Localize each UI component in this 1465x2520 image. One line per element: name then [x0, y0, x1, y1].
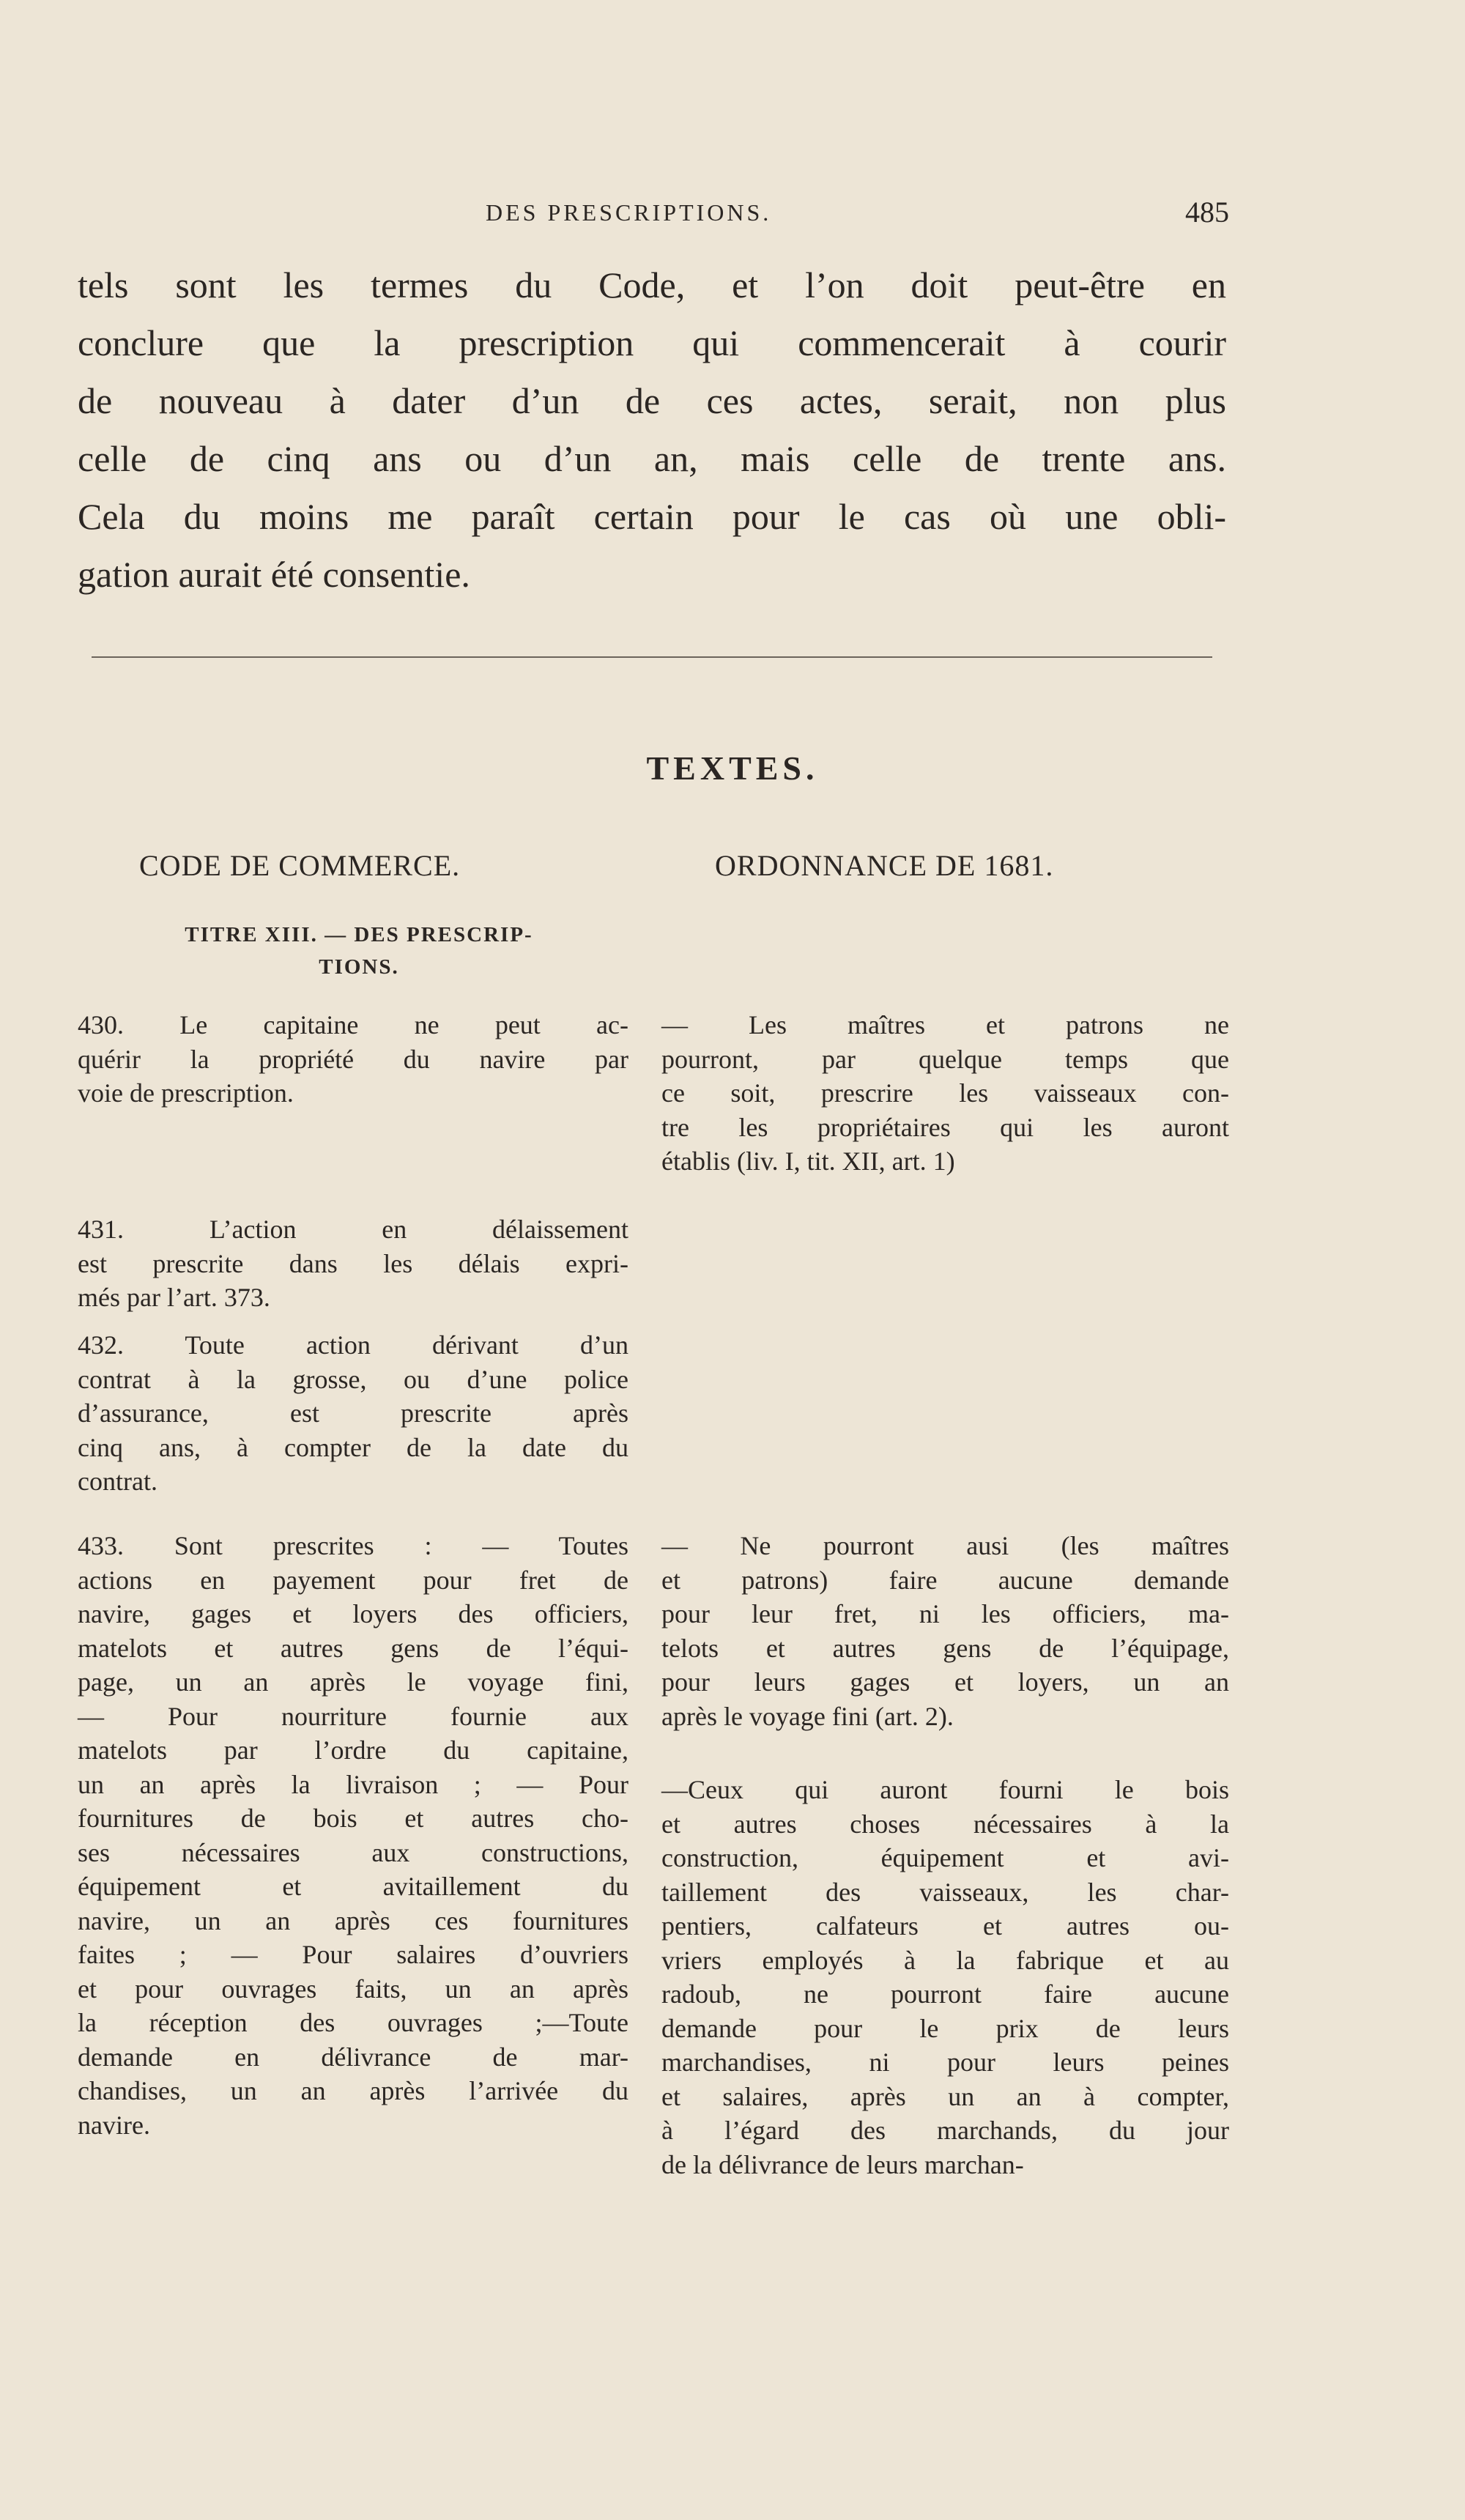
article-line: faites ; — Pour salaires d’ouvriers	[78, 1940, 628, 1969]
ordonnance-paragraph-2	[661, 1529, 1229, 1733]
section-title: TEXTES.	[646, 749, 819, 787]
ordonnance-line: telots et autres gens de l’équipage,	[661, 1633, 1229, 1663]
article-line: contrat.	[78, 1467, 157, 1496]
article-line: fournitures de bois et autres cho-	[78, 1804, 628, 1833]
ordonnance-line: et patrons) faire aucune demande	[661, 1565, 1229, 1595]
titre-line: TITRE XIII. — DES PRESCRIP-	[185, 923, 533, 946]
article-line: quérir la propriété du navire par	[78, 1044, 628, 1074]
article-line: matelots et autres gens de l’équi-	[78, 1633, 628, 1663]
intro-line: de nouveau à dater d’un de ces actes, serait, non plus	[78, 380, 1226, 421]
article-line: 432. Toute action dérivant d’un	[78, 1330, 628, 1360]
page-number: 485	[1185, 196, 1229, 229]
ordonnance-line: taillement des vaisseaux, les char-	[661, 1877, 1229, 1907]
ordonnance-paragraph-3	[661, 1773, 1229, 2182]
article-line: navire.	[78, 2110, 150, 2140]
article-line: chandises, un an après l’arrivée du	[78, 2076, 628, 2105]
ordonnance-paragraph-1	[661, 1008, 1229, 1179]
article-line: navire, un an après ces fournitures	[78, 1905, 628, 1935]
intro-paragraph	[78, 256, 1226, 604]
section-divider	[92, 656, 1212, 658]
ordonnance-line: — Ne pourront ausi (les maîtres	[661, 1531, 1229, 1560]
article-line: actions en payement pour fret de	[78, 1565, 628, 1595]
ordonnance-line: vriers employés à la fabrique et au	[661, 1945, 1229, 1975]
ordonnance-line: et salaires, après un an à compter,	[661, 2081, 1229, 2111]
intro-line: Cela du moins me paraît certain pour le cas où une obli-	[78, 496, 1226, 537]
article-line: page, un an après le voyage fini,	[78, 1667, 628, 1697]
ordonnance-line: ce soit, prescrire les vaisseaux con-	[661, 1078, 1229, 1108]
intro-line: conclure que la prescription qui commencerait à courir	[78, 322, 1226, 363]
ordonnance-line: établis (liv. I, tit. XII, art. 1)	[661, 1146, 955, 1176]
article-line: et pour ouvrages faits, un an après	[78, 1974, 628, 2004]
intro-line: gation aurait été consentie.	[78, 554, 470, 595]
article-line: d’assurance, est prescrite après	[78, 1398, 628, 1428]
article-line: navire, gages et loyers des officiers,	[78, 1599, 628, 1628]
ordonnance-line: pentiers, calfateurs et autres ou-	[661, 1911, 1229, 1941]
article-line: 433. Sont prescrites : — Toutes	[78, 1531, 628, 1560]
ordonnance-line: pour leurs gages et loyers, un an	[661, 1667, 1229, 1697]
ordonnance-line: marchandises, ni pour leurs peines	[661, 2048, 1229, 2077]
article-line: matelots par l’ordre du capitaine,	[78, 1735, 628, 1765]
article-line: contrat à la grosse, ou d’une police	[78, 1364, 628, 1394]
article-line: la réception des ouvrages ;—Toute	[78, 2008, 628, 2037]
ordonnance-line: de la délivrance de leurs marchan-	[661, 2149, 1024, 2179]
article-line: équipement et avitaillement du	[78, 1872, 628, 1901]
right-column-heading: ORDONNANCE DE 1681.	[715, 849, 1054, 882]
article-line: més par l’art. 373.	[78, 1283, 270, 1312]
intro-line: tels sont les termes du Code, et l’on doit peut-être en	[78, 264, 1226, 305]
article-432	[78, 1328, 628, 1499]
ordonnance-line: radoub, ne pourront faire aucune	[661, 1979, 1229, 2009]
ordonnance-line: —Ceux qui auront fourni le bois	[661, 1775, 1229, 1804]
ordonnance-line: — Les maîtres et patrons ne	[661, 1010, 1229, 1040]
intro-line: celle de cinq ans ou d’un an, mais celle de trente ans.	[78, 438, 1226, 479]
article-430	[78, 1008, 628, 1111]
article-line: un an après la livraison ; — Pour	[78, 1769, 628, 1799]
page-header	[79, 196, 1229, 243]
article-line: — Pour nourriture fournie aux	[78, 1701, 628, 1731]
ordonnance-line: pourront, par quelque temps que	[661, 1044, 1229, 1074]
article-line: 430. Le capitaine ne peut ac-	[78, 1010, 628, 1040]
ordonnance-line: tre les propriétaires qui les auront	[661, 1112, 1229, 1142]
running-head: DES PRESCRIPTIONS.	[486, 199, 772, 226]
ordonnance-line: construction, équipement et avi-	[661, 1843, 1229, 1872]
ordonnance-line: et autres choses nécessaires à la	[661, 1809, 1229, 1839]
article-433	[78, 1529, 628, 2142]
article-line: voie de prescription.	[78, 1078, 294, 1108]
article-line: ses nécessaires aux constructions,	[78, 1837, 628, 1867]
ordonnance-line: après le voyage fini (art. 2).	[661, 1701, 954, 1731]
titre-line: TIONS.	[319, 955, 399, 979]
article-431	[78, 1212, 628, 1315]
titre-heading	[81, 919, 637, 983]
article-line: est prescrite dans les délais expri-	[78, 1248, 628, 1278]
article-line: cinq ans, à compter de la date du	[78, 1432, 628, 1462]
ordonnance-line: à l’égard des marchands, du jour	[661, 2116, 1229, 2145]
article-line: 431. L’action en délaissement	[78, 1215, 628, 1244]
article-line: demande en délivrance de mar-	[78, 2042, 628, 2072]
ordonnance-line: pour leur fret, ni les officiers, ma-	[661, 1599, 1229, 1628]
left-column-heading: CODE DE COMMERCE.	[139, 849, 461, 882]
ordonnance-line: demande pour le prix de leurs	[661, 2013, 1229, 2043]
